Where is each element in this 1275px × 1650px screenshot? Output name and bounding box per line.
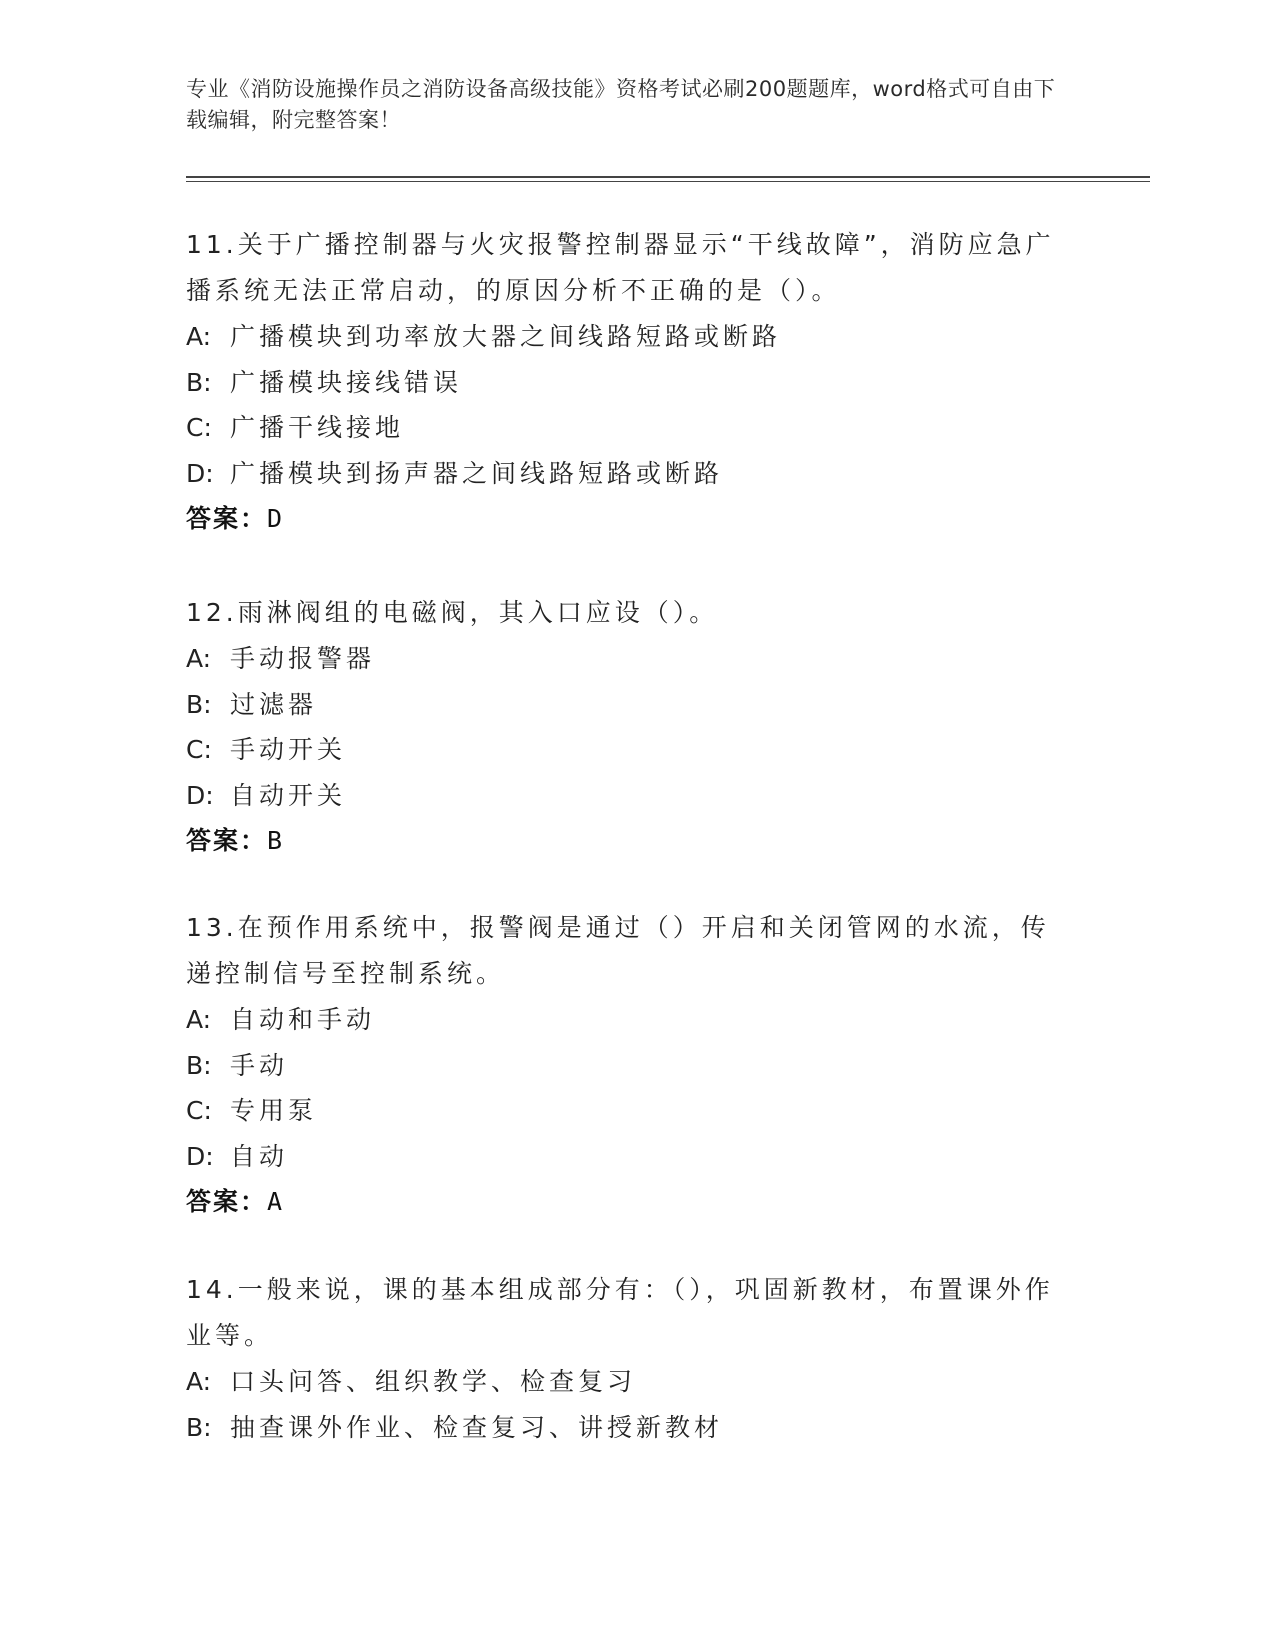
- option-text: 专用泵: [230, 1096, 318, 1125]
- option-a: [186, 997, 1066, 1043]
- question-14: [186, 1267, 1066, 1450]
- option-c: [186, 727, 1066, 773]
- answer-line: [186, 1179, 1066, 1225]
- option-b: [186, 1043, 1066, 1089]
- question-stem: 12.雨淋阀组的电磁阀，其入口应设（）。: [186, 598, 719, 627]
- option-letter: B:: [186, 1412, 212, 1442]
- option-text: 自动开关: [230, 780, 347, 810]
- answer-label: 答案：: [186, 504, 268, 533]
- option-text: 广播模块接线错误: [230, 367, 463, 397]
- option-a: [186, 636, 1066, 682]
- option-text: 广播模块到扬声器之间线路短路或断路: [230, 458, 724, 488]
- option-d: [186, 1134, 1066, 1180]
- question-stem: 14.一般来说，课的基本组成部分有：（），巩固新教材，布置课外作业等。: [186, 1275, 1054, 1350]
- header-divider-thin: [186, 181, 1150, 182]
- option-letter: D:: [186, 1141, 214, 1171]
- option-d: [186, 773, 1066, 819]
- question-stem: 13.在预作用系统中，报警阀是通过（）开启和关闭管网的水流，传递控制信号至控制系统。: [186, 913, 1050, 988]
- answer-label: 答案：: [186, 1187, 268, 1216]
- option-text: 过滤器: [230, 689, 318, 719]
- document-header-title: 专业《消防设施操作员之消防设备高级技能》资格考试必刷200题题库，word格式可自由下载编辑，附完整答案！: [186, 77, 1056, 132]
- option-b: [186, 360, 1066, 406]
- option-text: 口头问答、组织教学、检查复习: [230, 1367, 637, 1396]
- option-text: 手动: [230, 1050, 289, 1080]
- option-text: 手动开关: [230, 735, 347, 764]
- option-letter: A:: [186, 1005, 212, 1034]
- option-letter: B:: [186, 367, 212, 397]
- question-12: [186, 590, 1066, 864]
- answer-value: B: [267, 826, 285, 855]
- answer-line: [186, 496, 1066, 542]
- option-letter: C:: [186, 735, 212, 764]
- option-letter: D:: [186, 458, 214, 488]
- option-b: [186, 1405, 1066, 1451]
- answer-line: [186, 818, 1066, 864]
- question-11: [186, 222, 1066, 542]
- option-c: [186, 405, 1066, 451]
- option-text: 广播干线接地: [230, 413, 405, 442]
- question-13: [186, 905, 1066, 1225]
- option-letter: D:: [186, 780, 214, 810]
- header-divider-thick: [186, 176, 1150, 178]
- option-text: 手动报警器: [230, 644, 376, 673]
- option-b: [186, 682, 1066, 728]
- option-letter: C:: [186, 413, 212, 442]
- answer-value: A: [267, 1187, 285, 1216]
- option-letter: C:: [186, 1096, 212, 1125]
- option-text: 广播模块到功率放大器之间线路短路或断路: [230, 322, 782, 351]
- option-text: 抽查课外作业、检查复习、讲授新教材: [230, 1412, 724, 1442]
- option-a: [186, 1359, 1066, 1405]
- option-letter: B:: [186, 689, 212, 719]
- option-d: [186, 451, 1066, 497]
- option-letter: A:: [186, 1367, 212, 1396]
- option-text: 自动和手动: [230, 1005, 376, 1034]
- option-c: [186, 1088, 1066, 1134]
- answer-label: 答案：: [186, 826, 268, 855]
- option-a: [186, 314, 1066, 360]
- option-letter: A:: [186, 644, 212, 673]
- option-letter: B:: [186, 1050, 212, 1080]
- answer-value: D: [267, 504, 285, 533]
- question-stem: 11.关于广播控制器与火灾报警控制器显示“干线故障”，消防应急广播系统无法正常启动，的原因分析不正确的是（）。: [186, 230, 1055, 305]
- option-text: 自动: [230, 1141, 289, 1171]
- option-letter: A:: [186, 322, 212, 351]
